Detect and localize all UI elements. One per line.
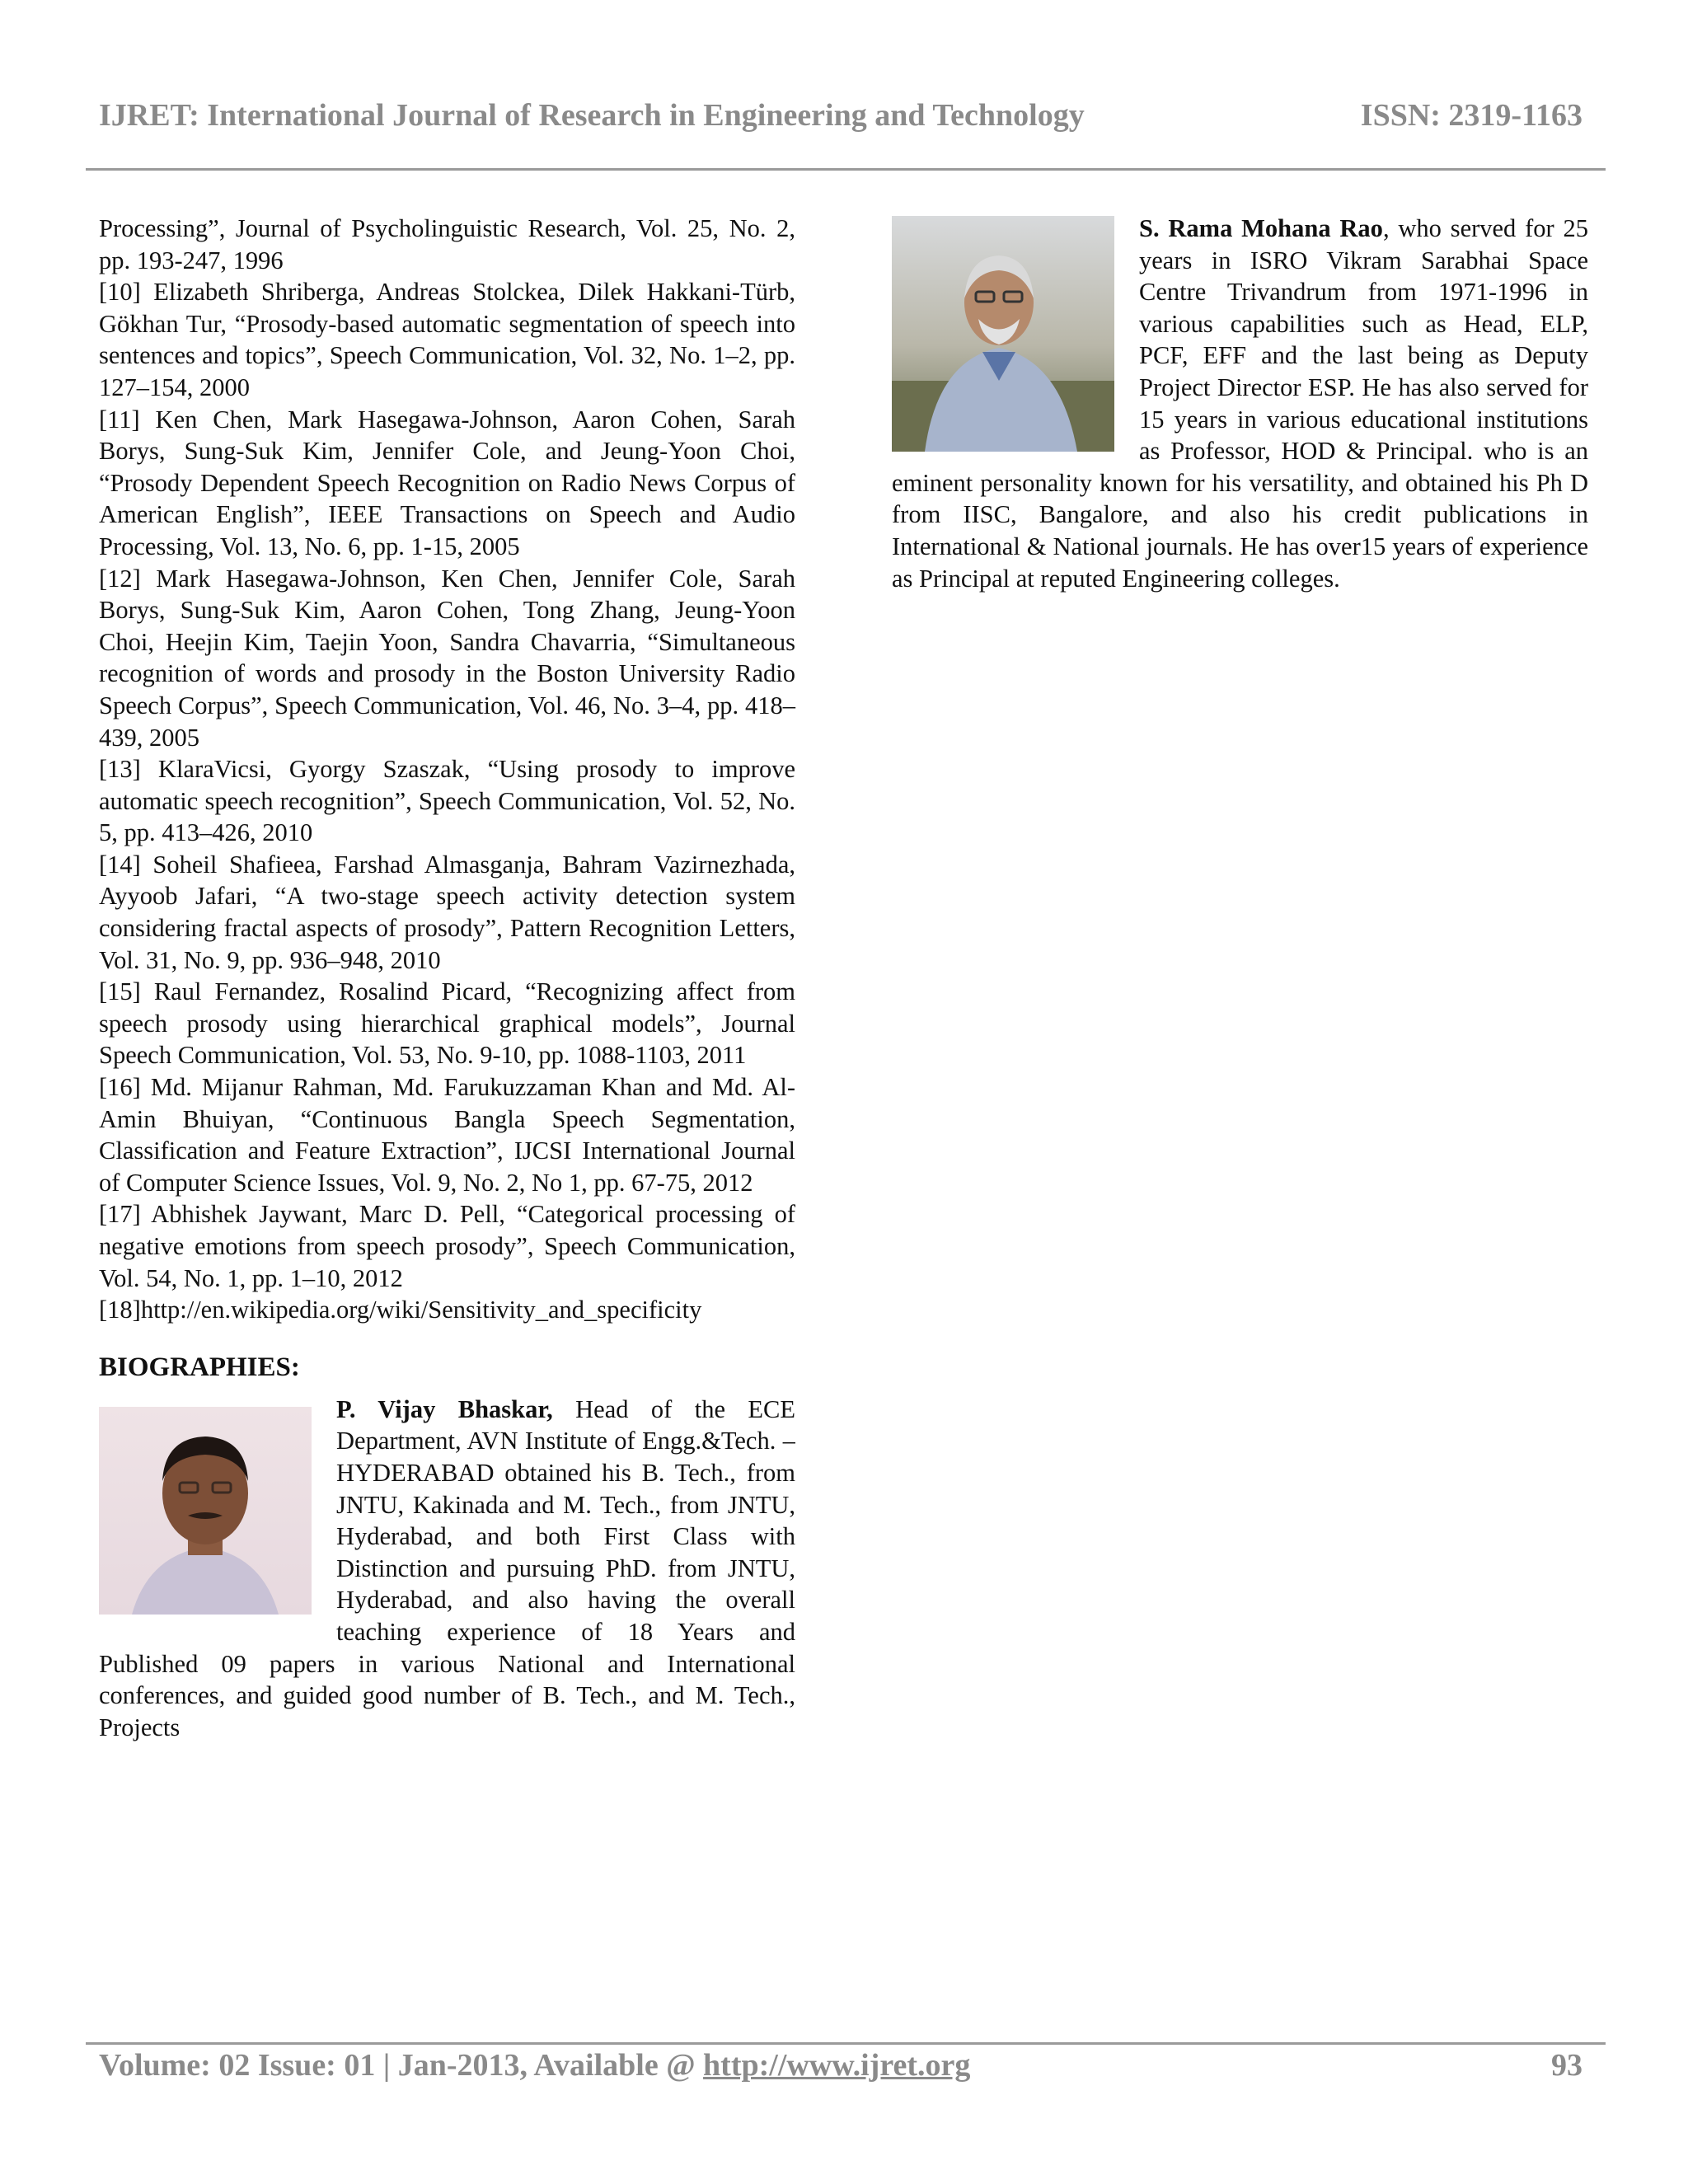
reference-item: [11] Ken Chen, Mark Hasegawa-Johnson, Aaron Cohen, Sarah Borys, Sung-Suk Kim, Jennifer Cole, and Jeung-Yoon Choi, “Prosody Dependent Speech Recognition on Radio News Corpus of American English”, IEEE Transactions on Speech and Audio Processing, Vol. 13, No. 6, pp. 1-15, 2005 bbox=[99, 405, 795, 560]
reference-item: [13] KlaraVicsi, Gyorgy Szaszak, “Using prosody to improve automatic speech recognition”, Speech Communication, Vol. 52, No. 5, pp. 413–426, 2010 bbox=[99, 755, 795, 847]
reference-item: [15] Raul Fernandez, Rosalind Picard, “Recognizing affect from speech prosody using hierarchical graphical models”, Journal Speech Communication, Vol. 53, No. 9-10, pp. 1088-1103, 2011 bbox=[99, 977, 795, 1070]
reference-item: [16] Md. Mijanur Rahman, Md. Farukuzzaman Khan and Md. Al-Amin Bhuiyan, “Continuous Bangla Speech Segmentation, Classification and Feature Extraction”, IJCSI International Journal of Computer Science Issues, Vol. 9, No. 2, No 1, pp. 67-75, 2012 bbox=[99, 1073, 795, 1197]
reference-item: [10] Elizabeth Shriberga, Andreas Stolckea, Dilek Hakkani-Türb, Gökhan Tur, “Prosody-based automatic segmentation of speech into sentences and topics”, Speech Communication, Vol. 32, No. 1–2, pp. 127–154, 2000 bbox=[99, 278, 795, 401]
footer-divider bbox=[86, 2042, 1606, 2045]
reference-url-item: [18]http://en.wikipedia.org/wiki/Sensitivity_and_specificity bbox=[99, 1296, 702, 1324]
footer-prefix: Volume: 02 Issue: 01 | Jan-2013, Available @ bbox=[99, 2048, 704, 2083]
reference-item: Processing”, Journal of Psycholinguistic Research, Vol. 25, No. 2, pp. 193-247, 1996 bbox=[99, 214, 795, 274]
footer-volume-info bbox=[99, 2047, 970, 2083]
bio-text: Head of the ECE Department, AVN Institute of Engg.&Tech. –HYDERABAD obtained his B. Tech., from JNTU, Kakinada and M. Tech., from JNTU, Hyderabad, and both First Class with Distinction and pursuing PhD. from JNTU, Hyderabad, and also having the overall teaching experience of 18 Years and Published 09 papers in various National and International conferences, and guided good number of B. Tech., and M. Tech., Projects bbox=[99, 1394, 795, 1741]
right-column bbox=[892, 213, 1588, 594]
left-column bbox=[99, 213, 795, 1743]
biography-vijay-bhaskar bbox=[99, 1394, 795, 1744]
biography-rama-mohana-rao bbox=[892, 213, 1588, 594]
bio-name: S. Rama Mohana Rao bbox=[1139, 214, 1383, 242]
author-photo bbox=[99, 1407, 312, 1615]
author-photo bbox=[892, 216, 1114, 452]
page-number: 93 bbox=[1551, 2048, 1582, 2083]
journal-title: IJRET: International Journal of Research in Engineering and Technology bbox=[99, 98, 1085, 133]
reference-item: [12] Mark Hasegawa-Johnson, Ken Chen, Jennifer Cole, Sarah Borys, Sung-Suk Kim, Aaron Cohen, Tong Zhang, Jeung-Yoon Choi, Heejin Kim, Taejin Yoon, Sandra Chavarria, “Simultaneous recognition of words and prosody in the Boston University Radio Speech Corpus”, Speech Communication, Vol. 46, No. 3–4, pp. 418–439, 2005 bbox=[99, 564, 795, 752]
biographies-heading: BIOGRAPHIES: bbox=[99, 1352, 300, 1382]
bio-text: , who served for 25 years in ISRO Vikram Sarabhai Space Centre Trivandrum from 1971-1996 in various capabilities such as Head, ELP, PCF, EFF and the last being as Deputy Project Director ESP. He has also served for 15 years in various educational institutions as Professor, HOD & Principal. who is an eminent personality known for his versatility, and obtained his Ph D from IISC, Bangalore, and also his credit publications in International & National journals. He has over15 years of experience as Principal at reputed Engineering colleges. bbox=[892, 214, 1588, 593]
issn: ISSN: 2319-1163 bbox=[1360, 98, 1582, 133]
journal-website-link[interactable]: http://www.ijret.org bbox=[703, 2048, 971, 2083]
reference-item: [17] Abhishek Jaywant, Marc D. Pell, “Categorical processing of negative emotions from speech prosody”, Speech Communication, Vol. 54, No. 1, pp. 1–10, 2012 bbox=[99, 1200, 795, 1292]
reference-item: [14] Soheil Shafieea, Farshad Almasganja, Bahram Vazirnezhada, Ayyoob Jafari, “A two-stage speech activity detection system considering fractal aspects of prosody”, Pattern Recognition Letters, Vol. 31, No. 9, pp. 936–948, 2010 bbox=[99, 850, 795, 974]
bio-name: P. Vijay Bhaskar, bbox=[336, 1394, 553, 1423]
header-divider bbox=[86, 168, 1606, 171]
